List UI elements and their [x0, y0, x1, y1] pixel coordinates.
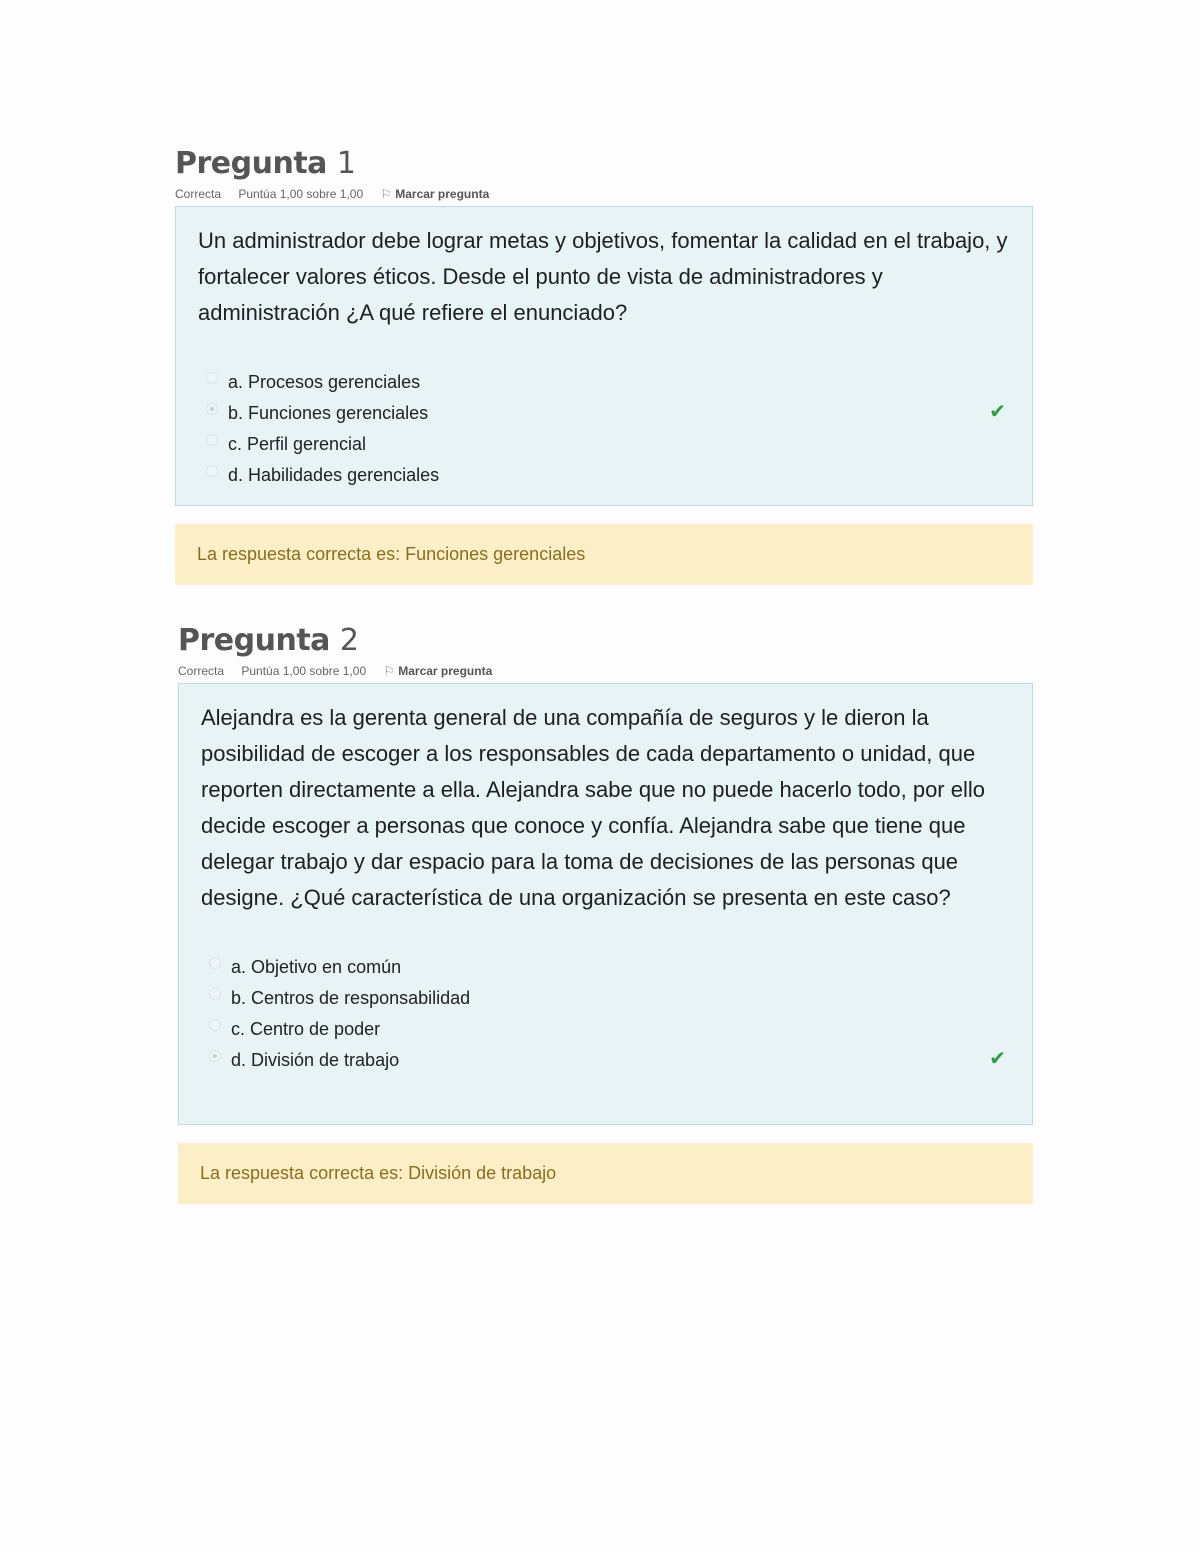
radio-button[interactable] — [206, 434, 218, 446]
question-title-word: Pregunta — [175, 146, 327, 181]
radio-button[interactable] — [209, 1019, 221, 1031]
question-content-box — [175, 206, 1033, 506]
flag-question-link[interactable] — [383, 664, 506, 678]
answer-option-d[interactable] — [206, 460, 1010, 491]
answer-label: c. Centro de poder — [231, 1019, 381, 1039]
answer-option-c[interactable] — [209, 1014, 1010, 1045]
question-text: Un administrador debe lograr metas y objetivos, fomentar la calidad en el trabajo, y fortalecer valores éticos. Desde el punto de vista de administradores y administración ¿A qué refiere el enunciado? — [198, 228, 1008, 325]
question-1 — [175, 146, 1033, 585]
question-state: Correcta — [178, 664, 225, 678]
correct-answer-feedback: La respuesta correcta es: Funciones gerenciales — [175, 524, 1033, 585]
question-state: Correcta — [175, 187, 222, 201]
radio-button[interactable] — [206, 465, 218, 477]
flag-question-label: Marcar pregunta — [395, 187, 490, 201]
question-title — [178, 623, 1033, 659]
answer-label: d. Habilidades gerenciales — [228, 465, 440, 485]
question-text: Alejandra es la gerenta general de una compañía de seguros y le dieron la posibilidad de escoger a los responsables de cada departamento o unidad, que reporten directamente a ella. Alejandra sabe que no puede hacerlo todo, por ello decide escoger a personas que conoce y confía. Alejandra sabe que tiene que delegar trabajo y dar espacio para la toma de decisiones de las personas que designe. ¿Qué característica de una organización se presenta en este caso? — [201, 705, 985, 910]
radio-button[interactable] — [206, 372, 218, 384]
flag-icon: ⚐ — [383, 664, 395, 678]
flag-question-label: Marcar pregunta — [398, 664, 493, 678]
check-icon: ✔ — [989, 1048, 1006, 1070]
question-2 — [178, 623, 1033, 1204]
answer-label: a. Procesos gerenciales — [228, 372, 421, 392]
answer-option-c[interactable] — [206, 429, 1010, 460]
question-title — [175, 146, 1033, 182]
radio-button-selected[interactable] — [209, 1050, 221, 1062]
question-info — [178, 663, 1033, 679]
question-number: 2 — [339, 623, 359, 658]
correct-answer-feedback: La respuesta correcta es: División de trabajo — [178, 1143, 1033, 1204]
flag-question-link[interactable] — [380, 187, 503, 201]
question-content-box — [178, 683, 1033, 1125]
radio-button-selected[interactable] — [206, 403, 218, 415]
radio-button[interactable] — [209, 988, 221, 1000]
answer-option-b[interactable] — [206, 398, 1010, 429]
radio-button[interactable] — [209, 957, 221, 969]
answer-list — [198, 367, 1010, 491]
answer-option-b[interactable] — [209, 983, 1010, 1014]
question-info — [175, 186, 1033, 202]
answer-option-d[interactable] — [209, 1045, 1010, 1076]
flag-icon: ⚐ — [380, 187, 392, 201]
question-title-word: Pregunta — [178, 623, 330, 658]
question-number: 1 — [336, 146, 356, 181]
question-grade: Puntúa 1,00 sobre 1,00 — [238, 187, 364, 201]
answer-label: d. División de trabajo — [231, 1050, 400, 1070]
answer-label: c. Perfil gerencial — [228, 434, 367, 454]
answer-label: b. Funciones gerenciales — [228, 403, 429, 423]
question-grade: Puntúa 1,00 sobre 1,00 — [241, 664, 367, 678]
answer-option-a[interactable] — [209, 952, 1010, 983]
answer-label: a. Objetivo en común — [231, 957, 402, 977]
answer-list — [201, 952, 1010, 1076]
answer-option-a[interactable] — [206, 367, 1010, 398]
check-icon: ✔ — [989, 401, 1006, 423]
answer-label: b. Centros de responsabilidad — [231, 988, 471, 1008]
